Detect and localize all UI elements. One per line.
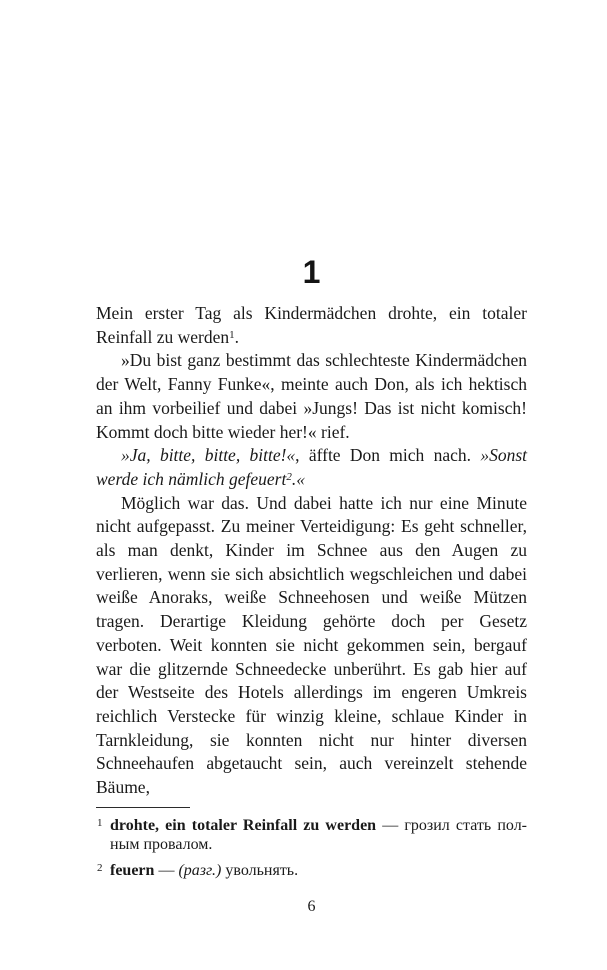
text-segment: .: [234, 326, 240, 347]
text-segment: Möglich war das. Und dabei hatte ich nur eine Minute nicht aufgepasst. Zu meiner Verteidigung: Es geht schneller, als man denkt, Kinder im Schnee aus den Augen zu verlieren, wenn sie sich absichtlich wegschleichen und dabei weiße Anoraks, weiße Schneehosen und weiße Mützen tragen. Derartige Kleidung gehörte doch per Gesetz verboten. Weit konnten sie nicht gekommen sein, bergauf war die glitzernde Schneedecke unberührt. Es gab hier auf der Westseite des Hotels allerdings im engeren Umkreis reichlich Verstecke für winzig kleine, schlaue Kinder in Tarnkleidung, sie konnten nicht nur hinter diversen Schneehaufen abgetaucht sein, auch vereinzelt stehende Bäume,: [96, 492, 527, 798]
footnote-reference: 2: [286, 470, 292, 483]
footnote-separator: [96, 807, 190, 808]
text-segment: (разг.): [178, 861, 222, 879]
body-paragraph: [96, 302, 527, 349]
body-paragraph: [96, 492, 527, 800]
body-paragraph: [96, 349, 527, 444]
body-text: [96, 302, 527, 800]
text-segment: Mein erster Tag als Kindermädchen drohte, ein totaler Reinfall zu werden: [96, 303, 527, 347]
text-segment: »Du bist ganz bestimmt das schlechteste Kindermädchen der Welt, Fanny Funke«, meinte auch Don, als ich hektisch an ihm vorbeilief und dabei »Jungs! Das ist nicht komisch! Kommt doch bitte wieder her!« rief.: [96, 350, 527, 442]
text-segment: »Sonst werde ich nämlich gefeuert: [96, 445, 527, 489]
text-segment: feuern: [110, 861, 155, 879]
body-paragraph: [96, 444, 527, 491]
text-segment: — грозил стать полным провалом.: [110, 816, 527, 853]
text-segment: увольнять.: [221, 861, 299, 879]
chapter-number: 1: [302, 254, 321, 290]
footnote-marker: 2: [97, 861, 103, 874]
footnote-reference: 1: [229, 328, 235, 341]
footnote-item: [96, 861, 527, 881]
footnote-list: [96, 816, 527, 881]
text-column: [96, 0, 527, 970]
footnote-item: [96, 816, 527, 855]
text-segment: .«: [291, 468, 305, 489]
footnote-marker: 1: [97, 816, 103, 829]
text-segment: —: [154, 861, 179, 879]
text-segment: , äffte Don mich nach.: [295, 445, 481, 466]
text-segment: »Ja, bitte, bitte, bitte!«: [121, 445, 296, 466]
footnote-area: [96, 807, 527, 917]
text-segment: drohte, ein totaler Reinfall zu werden: [110, 816, 377, 834]
page-number: 6: [307, 898, 316, 915]
